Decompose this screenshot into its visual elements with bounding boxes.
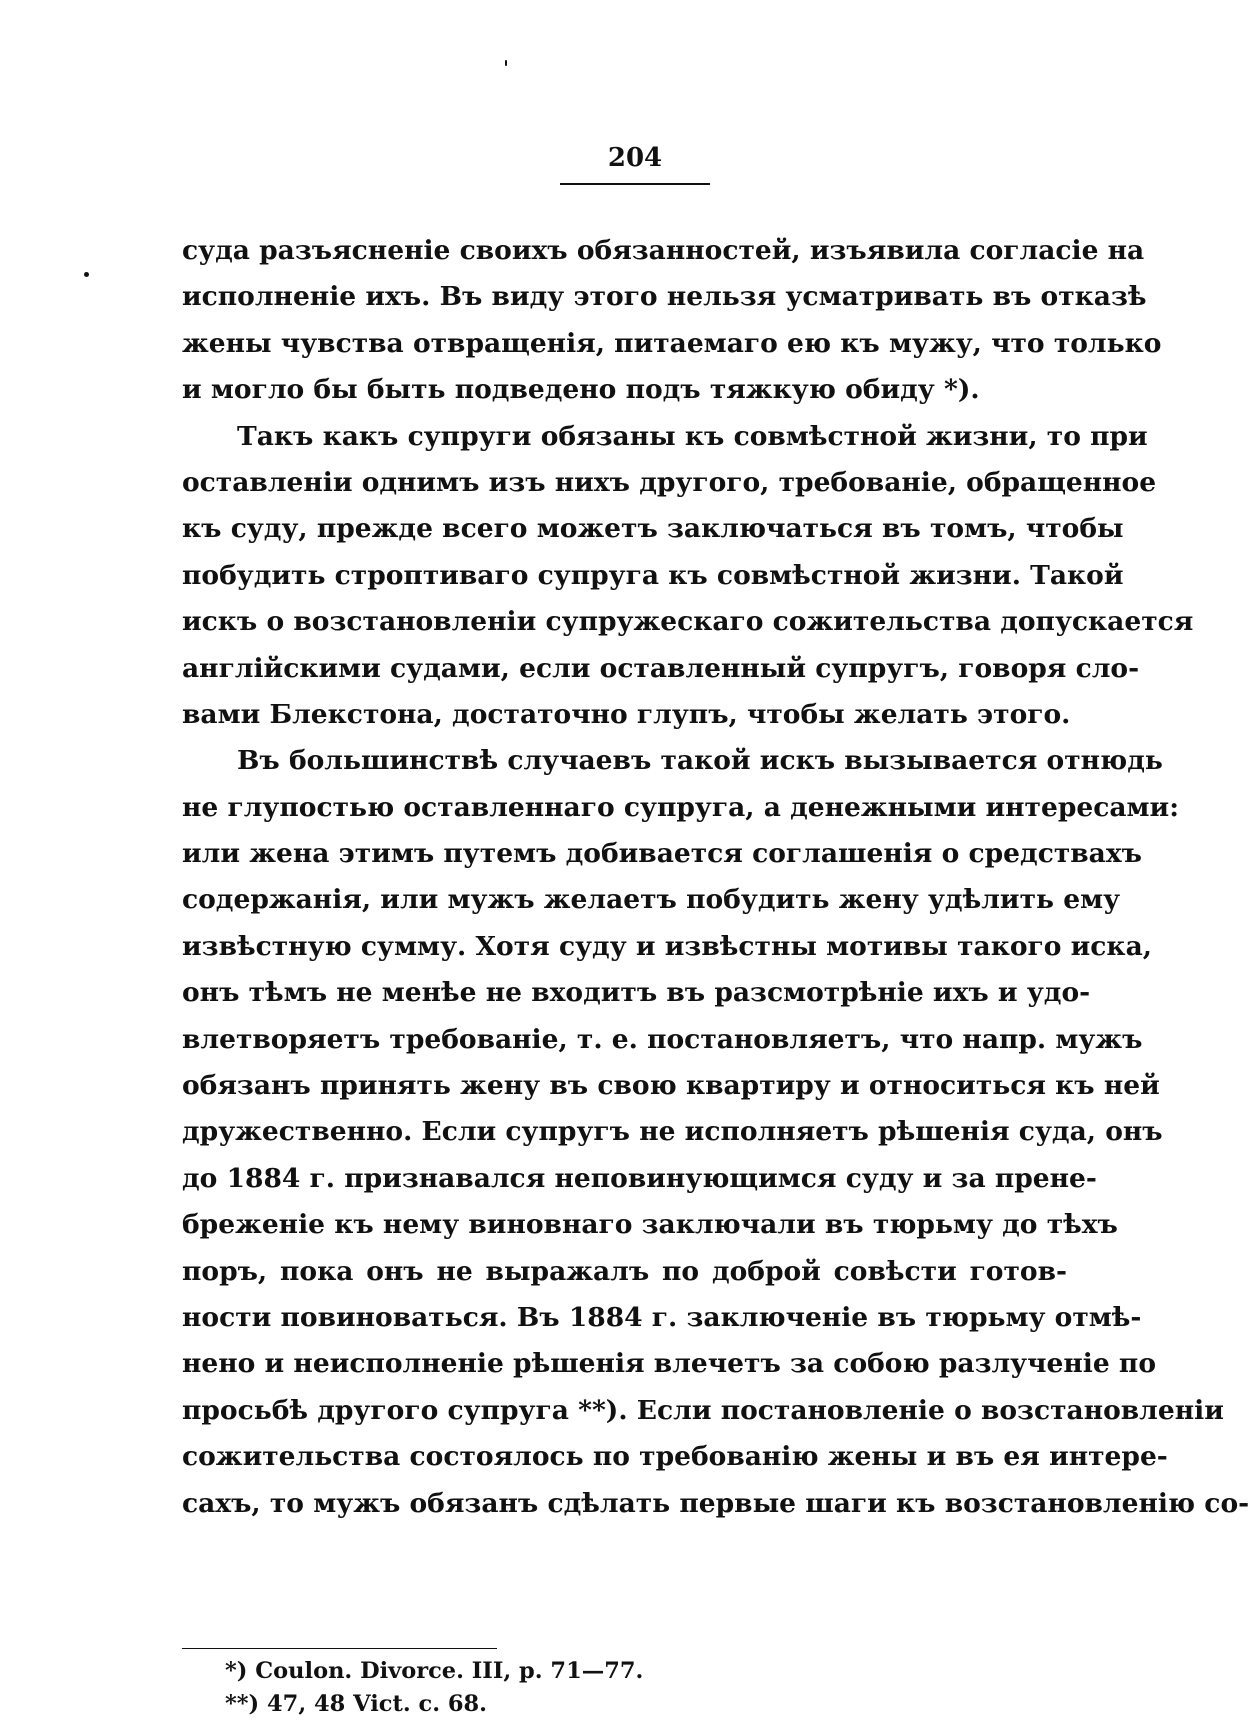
text-line: Такъ какъ супруги обязаны къ совмѣстной жизни, то при bbox=[237, 420, 1148, 452]
text-line: до 1884 г. признавался неповинующимся суду и за прене- bbox=[182, 1162, 1097, 1194]
page-number: 204 bbox=[607, 143, 663, 173]
text-line: къ суду, прежде всего можетъ заключаться въ томъ, чтобы bbox=[182, 513, 1124, 545]
text-line: не глупостью оставленнаго супруга, а денежными интересами: bbox=[182, 791, 1179, 823]
text-line: и могло бы быть подведено подъ тяжкую обиду *). bbox=[182, 374, 980, 406]
text-line: Въ большинствѣ случаевъ такой искъ вызывается отнюдь bbox=[237, 745, 1163, 777]
paragraph-3 bbox=[182, 738, 1249, 1527]
text-line: бреженіе къ нему виновнаго заключали въ тюрьму до тѣхъ bbox=[182, 1209, 1118, 1241]
text-line: дружественно. Если супругъ не исполняетъ рѣшенія суда, онъ bbox=[182, 1116, 1163, 1148]
text-line: англійскими судами, если оставленный супругъ, говоря сло- bbox=[182, 652, 1140, 684]
paragraph-1 bbox=[182, 228, 1162, 414]
text-line: содержанія, или мужъ желаетъ побудить жену удѣлить ему bbox=[182, 884, 1121, 916]
text-line: влетворяетъ требованіе, т. е. постановляетъ, что напр. мужъ bbox=[182, 1023, 1143, 1055]
footnotes bbox=[225, 1655, 643, 1721]
text-line: оставленіи однимъ изъ нихъ другого, требованіе, обращенное bbox=[182, 466, 1157, 498]
text-line: исполненіе ихъ. Въ виду этого нельзя усматривать въ отказѣ bbox=[182, 281, 1147, 313]
text-line: сожительства состоялось по требованію жены и въ ея интере- bbox=[182, 1441, 1168, 1473]
footnote-2: **) 47, 48 Vict. c. 68. bbox=[225, 1691, 488, 1717]
text-line: обязанъ принять жену въ свою квартиру и относиться къ ней bbox=[182, 1070, 1160, 1102]
text-line: нено и неисполненіе рѣшенія влечетъ за собою разлученіе по bbox=[182, 1348, 1157, 1380]
text-line: вами Блекстона, достаточно глупъ, чтобы желать этого. bbox=[182, 698, 1071, 730]
paragraph-2 bbox=[182, 414, 1194, 739]
scan-speck bbox=[84, 272, 89, 277]
text-line: извѣстную сумму. Хотя суду и извѣстны мотивы такого иска, bbox=[182, 930, 1152, 962]
text-line: искъ о возстановленіи супружескаго сожительства допускается bbox=[182, 606, 1194, 638]
text-line: ности повиноваться. Въ 1884 г. заключеніе въ тюрьму отмѣ- bbox=[182, 1301, 1142, 1333]
text-line: жены чувства отвращенія, питаемаго ею къ мужу, что только bbox=[182, 327, 1162, 359]
text-line: суда разъясненіе своихъ обязанностей, изъявила согласіе на bbox=[182, 235, 1145, 266]
footnote-1: *) Coulon. Divorce. III, p. 71—77. bbox=[225, 1658, 644, 1684]
text-line: побудить строптиваго супруга къ совмѣстной жизни. Такой bbox=[182, 559, 1124, 591]
footnote-divider bbox=[182, 1648, 497, 1649]
text-line: просьбѣ другого супруга **). Если постановленіе о возстановленіи bbox=[182, 1394, 1224, 1426]
body-text bbox=[182, 228, 1249, 1527]
text-line: сахъ, то мужъ обязанъ сдѣлать первые шаги къ возстановленію со- bbox=[182, 1487, 1249, 1519]
text-line: или жена этимъ путемъ добивается соглашенія о средствахъ bbox=[182, 838, 1142, 870]
scan-speck bbox=[505, 60, 507, 66]
text-line: поръ, пока онъ не выражалъ по доброй совѣсти готов- bbox=[182, 1255, 1067, 1287]
text-line: онъ тѣмъ не менѣе не входитъ въ разсмотрѣніе ихъ и удо- bbox=[182, 977, 1091, 1009]
page-number-rule bbox=[560, 183, 710, 185]
